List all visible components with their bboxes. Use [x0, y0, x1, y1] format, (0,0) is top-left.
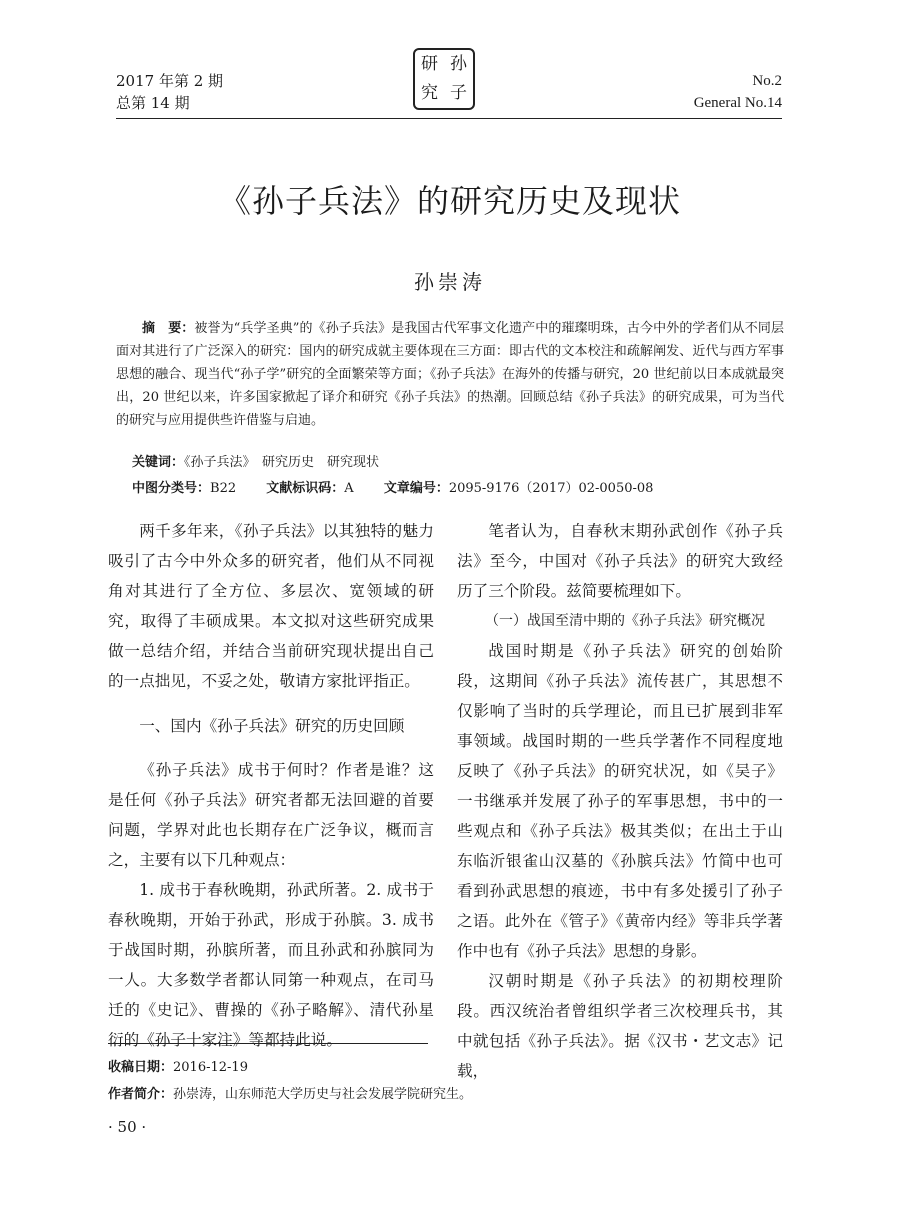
- article-number-label: 文章编号：: [383, 481, 449, 496]
- author-bio: [108, 1085, 472, 1105]
- header-issue-cn: [116, 70, 223, 114]
- article-title: 《孙子兵法》的研究历史及现状: [218, 182, 681, 220]
- section-heading: 一、国内《孙子兵法》研究的历史回顾: [139, 717, 405, 735]
- total-number-en: General No.14: [693, 95, 782, 111]
- received-date: [108, 1058, 248, 1078]
- header-issue-en: [694, 70, 782, 114]
- abstract-label: 摘 要：: [142, 321, 195, 336]
- doc-code-label: 文献标识码：: [266, 481, 345, 496]
- logo-char: 孙: [450, 54, 467, 74]
- keywords-label: 关键词：: [132, 455, 185, 470]
- journal-logo: [413, 48, 475, 110]
- left-column: [108, 516, 434, 1055]
- doc-code-value: A: [344, 481, 354, 496]
- subsection-heading: （一）战国至清中期的《孙子兵法》研究概况: [485, 613, 765, 629]
- clc-value: B22: [210, 481, 237, 496]
- issue-number-en: No.2: [752, 73, 782, 89]
- issue-total-number: 总第 14 期: [116, 94, 190, 112]
- body-paragraph: 《孙子兵法》成书于何时？作者是谁？这是任何《孙子兵法》研究者都无法回避的首要问题，学界对此也长期存在广泛争议，概而言之，主要有以下几种观点：: [108, 761, 434, 869]
- right-column: [457, 516, 783, 1086]
- abstract-text: 被誉为“兵学圣典”的《孙子兵法》是我国古代军事文化遗产中的璀璨明珠，古今中外的学者们从不同层面对其进行了广泛深入的研究：国内的研究成就主要体现在三方面：即古代的文本校注和疏解阐发、近代与西方军事思想的融合、现当代“孙子学”研究的全面繁荣等方面；《孙子兵法》在海外的传播与研究，20 世纪前以日本成就最突出，20 世纪以来，许多国家掀起了译介和研究《孙子兵法》的热潮。回顾总结《孙子兵法》的研究成果，可为当代的研究与应用提供些许借鉴与启迪。: [116, 321, 784, 428]
- intro-paragraph: 两千多年来，《孙子兵法》以其独特的魅力吸引了古今中外众多的研究者，他们从不同视角对其进行了全方位、多层次、宽领域的研究，取得了丰硕成果。本文拟对这些研究成果做一总结介绍，并结合当前研究现状提出自己的一点拙见，不妥之处，敬请方家批评指正。: [108, 522, 434, 690]
- abstract: [116, 317, 784, 432]
- article-author: 孙崇涛: [414, 270, 486, 294]
- classification-line: [132, 478, 679, 500]
- author-bio-value: 孙崇涛，山东师范大学历史与社会发展学院研究生。: [173, 1087, 473, 1102]
- body-paragraph: 战国时期是《孙子兵法》研究的创始阶段，这期间《孙子兵法》流传甚广，其思想不仅影响了当时的兵学理论，而且已扩展到非军事领域。战国时期的一些兵学著作不同程度地反映了《孙子兵法》的研究状况，如《吴子》一书继承并发展了孙子的军事思想，书中的一些观点和《孙子兵法》极其类似；在出土于山东临沂银雀山汉墓的《孙膑兵法》竹简中也可看到孙武思想的痕迹，书中有多处援引了孙子之语。此外在《管子》《黄帝内经》等非兵学著作中也有《孙子兵法》思想的身影。: [457, 642, 783, 960]
- page-number: · 50 ·: [108, 1118, 147, 1136]
- footnote-rule: [108, 1043, 428, 1044]
- keywords-text: 《孙子兵法》 研究历史 研究现状: [184, 455, 380, 470]
- logo-char: 究: [421, 83, 438, 103]
- issue-year-number: 2017 年第 2 期: [116, 72, 224, 90]
- body-paragraph: 1. 成书于春秋晚期，孙武所著。2. 成书于春秋晚期，开始于孙武，形成于孙膑。3. 成书于战国时期，孙膑所著，而且孙武和孙膑同为一人。大多数学者都认同第一种观点，在司马迁的《史记》、曹操的《孙子略解》、清代孙星衍的《孙子十家注》等都持此说。: [108, 881, 434, 1049]
- clc-label: 中图分类号：: [132, 481, 211, 496]
- author-bio-label: 作者简介：: [108, 1087, 174, 1102]
- received-label: 收稿日期：: [108, 1060, 174, 1075]
- received-value: 2016-12-19: [173, 1060, 248, 1075]
- body-paragraph: 笔者认为，自春秋末期孙武创作《孙子兵法》至今，中国对《孙子兵法》的研究大致经历了三个阶段。兹简要梳理如下。: [457, 522, 783, 600]
- header-rule: [116, 118, 782, 119]
- keywords: [132, 452, 379, 474]
- logo-char: 研: [421, 54, 438, 74]
- body-paragraph: 汉朝时期是《孙子兵法》的初期校理阶段。西汉统治者曾组织学者三次校理兵书，其中就包括《孙子兵法》。据《汉书・艺文志》记载，: [457, 972, 783, 1080]
- article-number-value: 2095-9176（2017）02-0050-08: [448, 481, 654, 496]
- logo-char: 子: [450, 83, 467, 103]
